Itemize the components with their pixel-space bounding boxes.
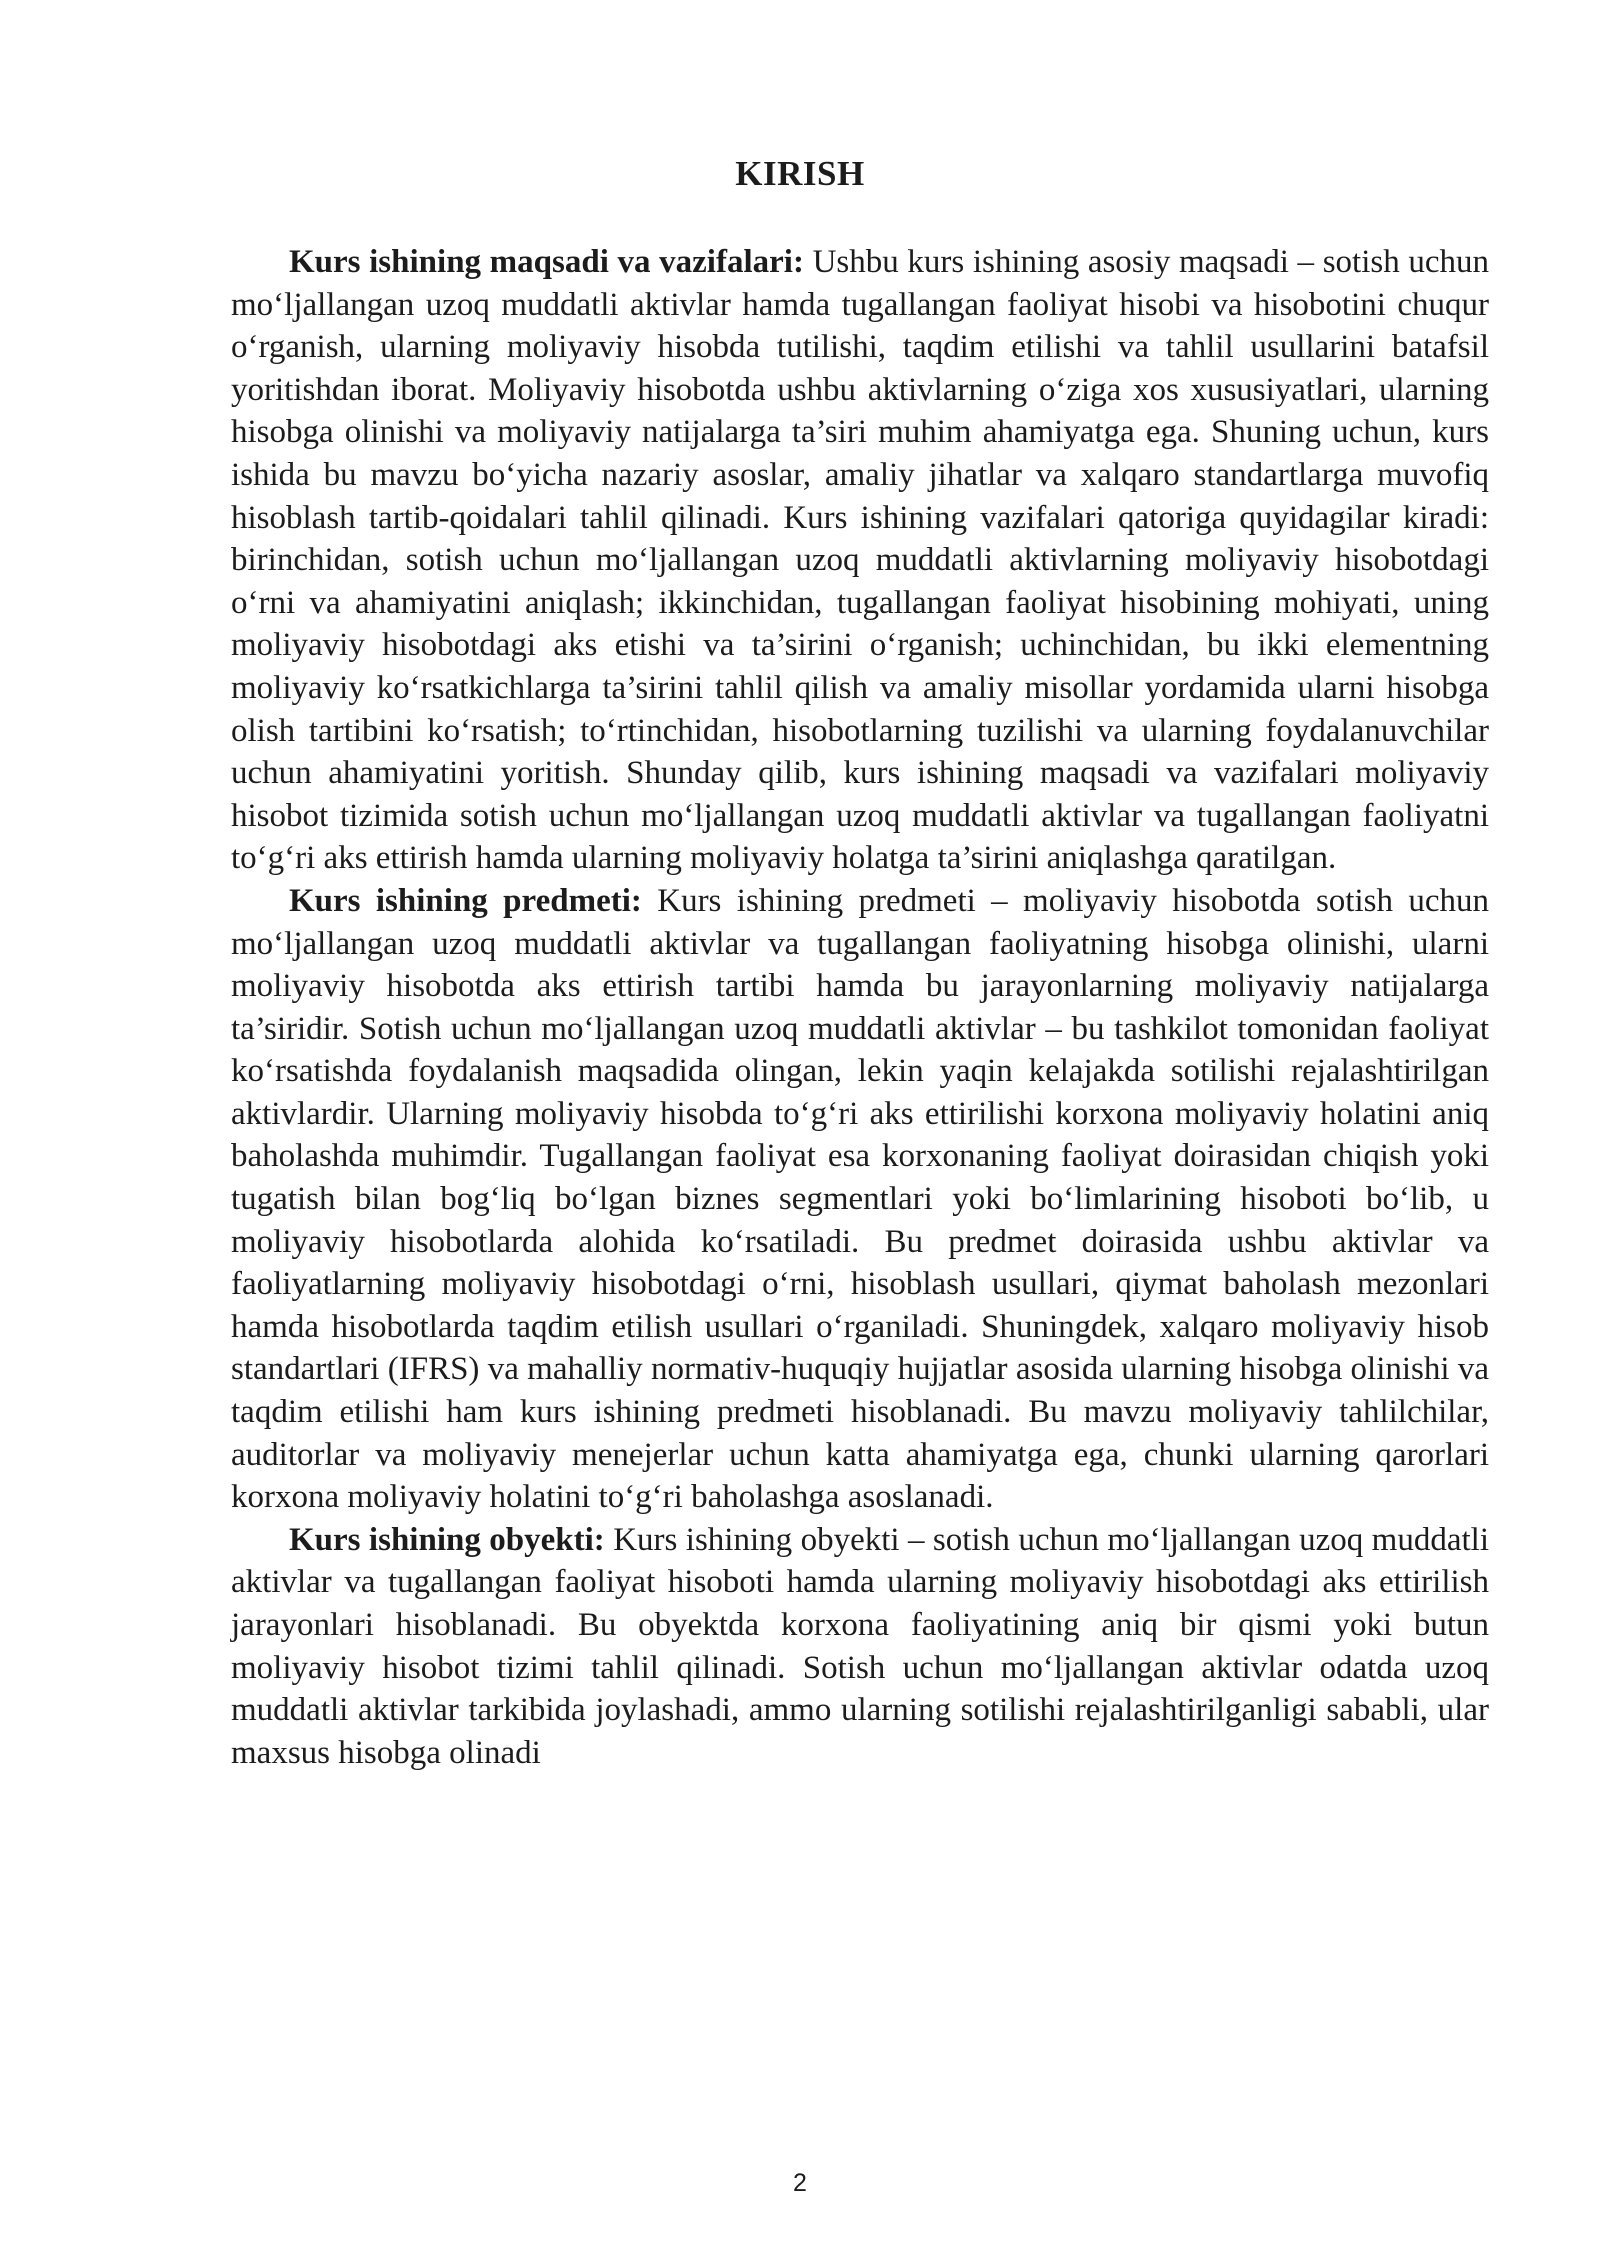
- paragraph-text: Kurs ishining obyekti – sotish uchun mo‘ljallangan uzoq muddatli aktivlar va tugallangan faoliyat hisoboti hamda ularning moliyaviy hisobotdagi aks ettirilish jarayonlari hisoblanadi. Bu obyektda korxona faoliyatining aniq bir qismi yoki butun moliyaviy hisobot tizimi tahlil qilinadi. Sotish uchun mo‘ljallangan aktivlar odatda uzoq muddatli aktivlar tarkibida joylashadi, ammo ularning sotilishi rejalashtirilganligi sababli, ular maxsus hisobga olinadi: [231, 1521, 1490, 1771]
- paragraph-purpose: [231, 241, 1489, 880]
- paragraph-subject: [231, 880, 1489, 1519]
- paragraph-object: [231, 1519, 1489, 1775]
- paragraph-lead: Kurs ishining obyekti:: [289, 1521, 605, 1558]
- paragraph-lead: Kurs ishining predmeti:: [289, 882, 642, 919]
- paragraph-text: Ushbu kurs ishining asosiy maqsadi – sotish uchun mo‘ljallangan uzoq muddatli aktivlar hamda tugallangan faoliyat hisobi va hisobotini chuqur o‘rganish, ularning moliyaviy hisobda tutilishi, taqdim etilishi va tahlil usullarini batafsil yoritishdan iborat. Moliyaviy hisobotda ushbu aktivlarning o‘ziga xos xususiyatlari, ularning hisobga olinishi va moliyaviy natijalarga ta’siri muhim ahamiyatga ega. Shuning uchun, kurs ishida bu mavzu bo‘yicha nazariy asoslar, amaliy jihatlar va xalqaro standartlarga muvofiq hisoblash tartib-qoidalari tahlil qilinadi. Kurs ishining vazifalari qatoriga quyidagilar kiradi: birinchidan, sotish uchun mo‘ljallangan uzoq muddatli aktivlarning moliyaviy hisobotdagi o‘rni va ahamiyatini aniqlash; ikkinchidan, tugallangan faoliyat hisobining mohiyati, uning moliyaviy hisobotdagi aks etishi va ta’sirini o‘rganish; uchinchidan, bu ikki elementning moliyaviy ko‘rsatkichlarga ta’sirini tahlil qilish va amaliy misollar yordamida ularni hisobga olish tartibini ko‘rsatish; to‘rtinchidan, hisobotlarning tuzilishi va ularning foydalanuvchilar uchun ahamiyatini yoritish. Shunday qilib, kurs ishining maqsadi va vazifalari moliyaviy hisobot tizimida sotish uchun mo‘ljallangan uzoq muddatli aktivlar va tugallangan faoliyatni to‘g‘ri aks ettirish hamda ularning moliyaviy holatga ta’sirini aniqlashga qaratilgan.: [231, 244, 1489, 877]
- document-body: [231, 241, 1489, 1774]
- paragraph-text: Kurs ishining predmeti – moliyaviy hisobotda sotish uchun mo‘ljallangan uzoq muddatli aktivlar va tugallangan faoliyatning hisobga olinishi, ularni moliyaviy hisobotda aks ettirish tartibi hamda bu jarayonlarning moliyaviy natijalarga ta’siridir. Sotish uchun mo‘ljallangan uzoq muddatli aktivlar – bu tashkilot tomonidan faoliyat ko‘rsatishda foydalanish maqsadida olingan, lekin yaqin kelajakda sotilishi rejalashtirilgan aktivlardir. Ularning moliyaviy hisobda to‘g‘ri aks ettirilishi korxona moliyaviy holatini aniq baholashda muhimdir. Tugallangan faoliyat esa korxonaning faoliyat doirasidan chiqish yoki tugatish bilan bog‘liq bo‘lgan biznes segmentlari yoki bo‘limlarining hisoboti bo‘lib, u moliyaviy hisobotlarda alohida ko‘rsatiladi. Bu predmet doirasida ushbu aktivlar va faoliyatlarning moliyaviy hisobotdagi o‘rni, hisoblash usullari, qiymat baholash mezonlari hamda hisobotlarda taqdim etilish usullari o‘rganiladi. Shuningdek, xalqaro moliyaviy hisob standartlari (IFRS) va mahalliy normativ-huquqiy hujjatlar asosida ularning hisobga olinishi va taqdim etilishi ham kurs ishining predmeti hisoblanadi. Bu mavzu moliyaviy tahlilchilar, auditorlar va moliyaviy menejerlar uchun katta ahamiyatga ega, chunki ularning qarorlari korxona moliyaviy holatini to‘g‘ri baholashga asoslanadi.: [231, 882, 1489, 1516]
- page-number: 2: [793, 2169, 807, 2197]
- paragraph-lead: Kurs ishining maqsadi va vazifalari:: [289, 244, 804, 280]
- page-heading: KIRISH: [735, 154, 865, 193]
